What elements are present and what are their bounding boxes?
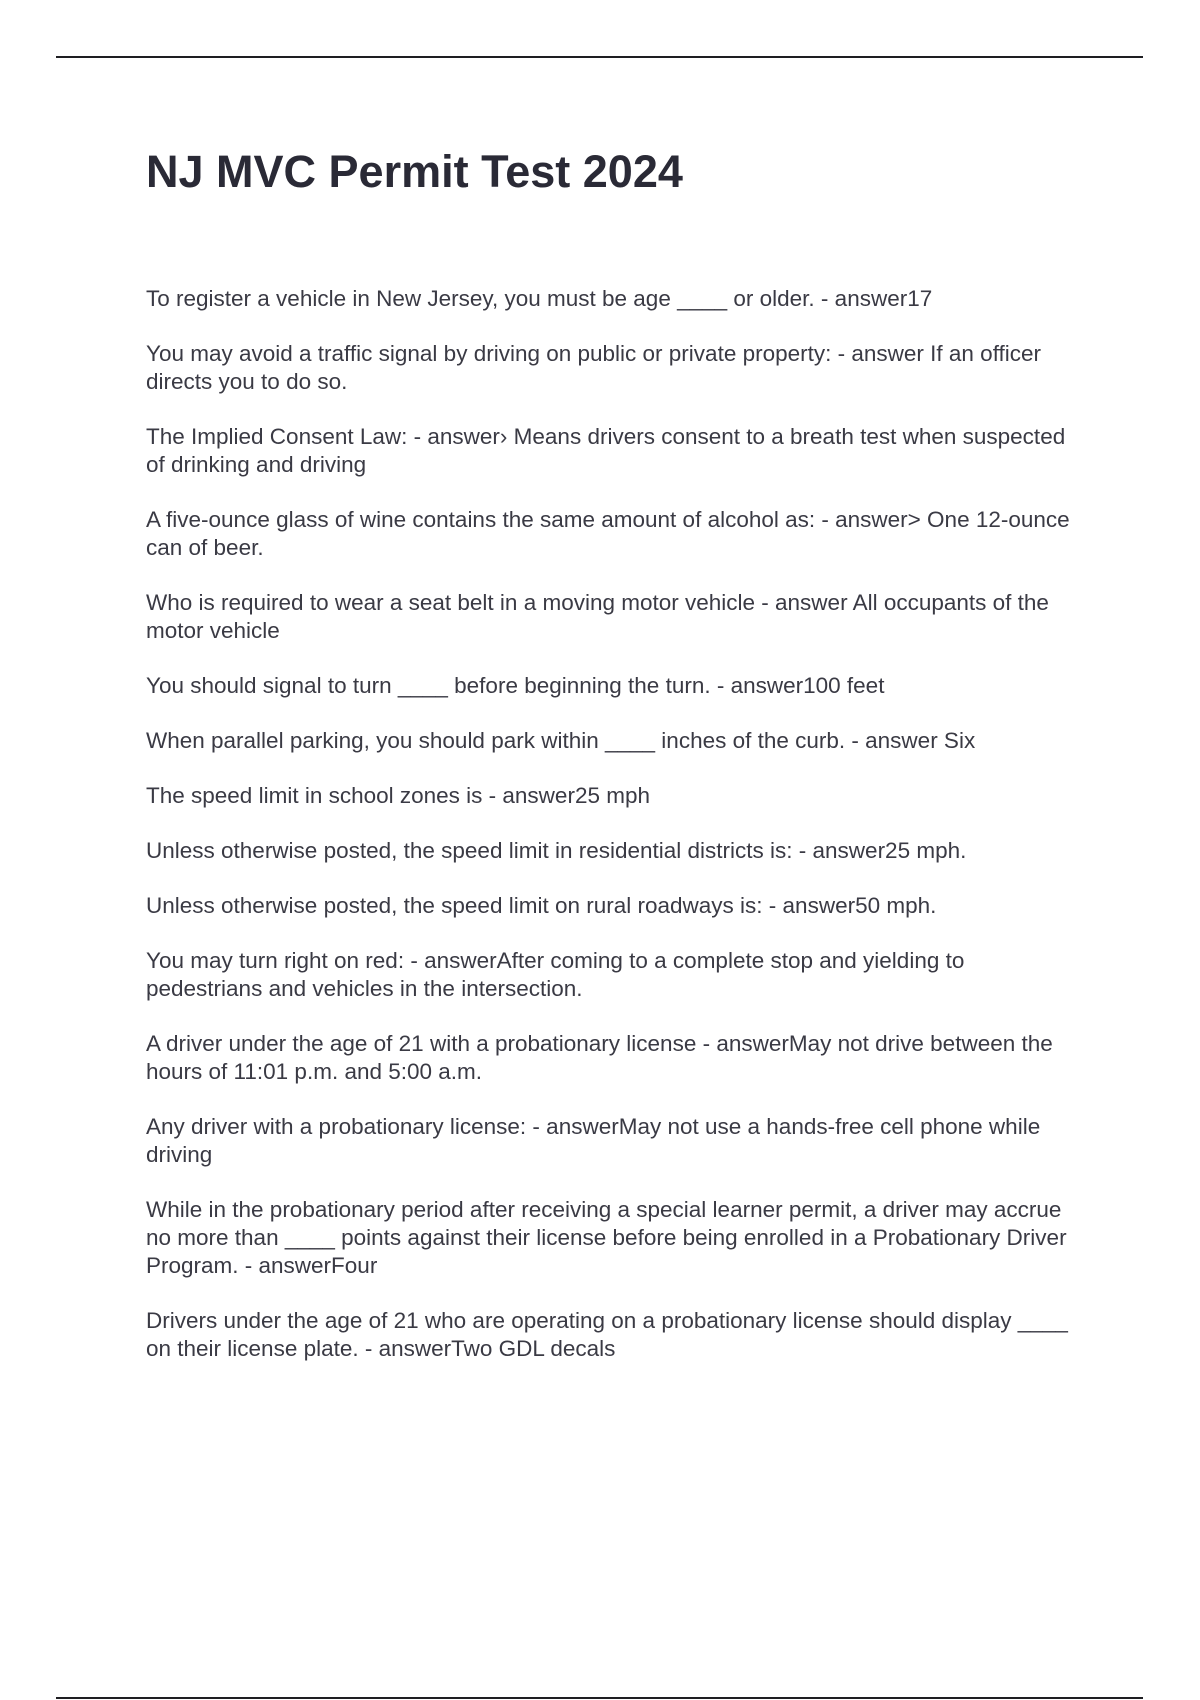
qa-item-4: A five-ounce glass of wine contains the same amount of alcohol as: - answer> One 12-ounce can of beer. bbox=[146, 507, 1070, 560]
qa-item-11: You may turn right on red: - answerAfter coming to a complete stop and yielding to pedestrians and vehicles in the intersection. bbox=[146, 948, 965, 1001]
qa-item-15: Drivers under the age of 21 who are operating on a probationary license should display ____ on their license plate. - answerTwo GDL decals bbox=[146, 1308, 1068, 1361]
qa-item-6: You should signal to turn ____ before beginning the turn. - answer100 feet bbox=[146, 673, 885, 698]
qa-item-2: You may avoid a traffic signal by driving on public or private property: - answer If an officer directs you to do so. bbox=[146, 341, 1042, 394]
qa-item-9: Unless otherwise posted, the speed limit in residential districts is: - answer25 mph. bbox=[146, 838, 967, 863]
qa-item-5: Who is required to wear a seat belt in a moving motor vehicle - answer All occupants of the motor vehicle bbox=[146, 590, 1049, 643]
qa-item-3: The Implied Consent Law: - answer› Means drivers consent to a breath test when suspected of drinking and driving bbox=[146, 424, 1066, 477]
bottom-rule bbox=[56, 1697, 1143, 1699]
top-rule bbox=[56, 56, 1143, 58]
qa-item-10: Unless otherwise posted, the speed limit on rural roadways is: - answer50 mph. bbox=[146, 893, 937, 918]
document-title: NJ MVC Permit Test 2024 bbox=[146, 146, 683, 197]
qa-item-14: While in the probationary period after receiving a special learner permit, a driver may accrue no more than ____ points against their license before being enrolled in a Probationary Driver Program. - answerFour bbox=[146, 1197, 1067, 1278]
qa-item-7: When parallel parking, you should park within ____ inches of the curb. - answer Six bbox=[146, 728, 976, 753]
qa-list bbox=[146, 285, 1086, 1390]
qa-item-12: A driver under the age of 21 with a probationary license - answerMay not drive between the hours of 11:01 p.m. and 5:00 a.m. bbox=[146, 1031, 1053, 1084]
qa-item-13: Any driver with a probationary license: - answerMay not use a hands-free cell phone while driving bbox=[146, 1114, 1041, 1167]
qa-item-8: The speed limit in school zones is - answer25 mph bbox=[146, 783, 650, 808]
qa-item-1: To register a vehicle in New Jersey, you must be age ____ or older. - answer17 bbox=[146, 286, 933, 311]
